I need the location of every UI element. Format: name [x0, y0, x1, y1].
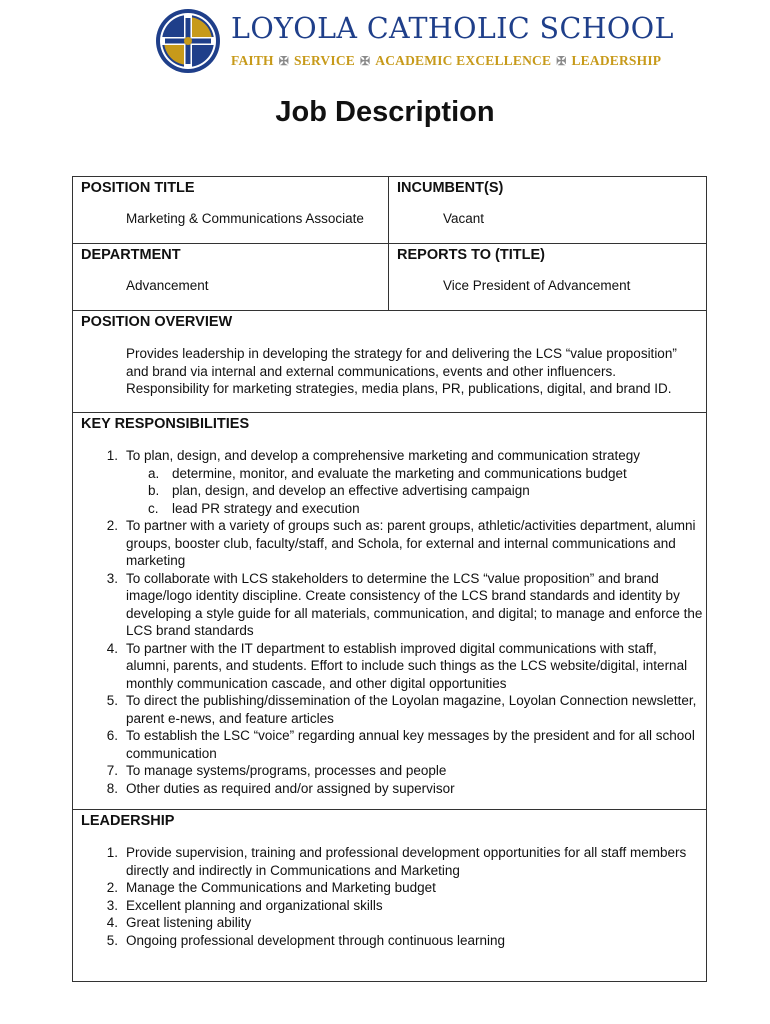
list-item: 2. Manage the Communications and Marketing budget — [106, 880, 436, 895]
list-item: 2. To partner with a variety of groups such as: parent groups, athletic/activities department, alumni groups, booster club, faculty/staff, and Schola, for external and internal communications and marketing — [106, 518, 696, 568]
school-seal-logo — [155, 8, 221, 74]
reports-to-heading: REPORTS TO (TITLE) — [397, 247, 545, 263]
responsibilities-list — [106, 447, 704, 797]
page-title: Job Description — [275, 96, 495, 128]
position-title-value: Marketing & Communications Associate — [126, 211, 364, 226]
motto-academic-excellence: ACADEMIC EXCELLENCE — [375, 53, 552, 68]
list-item: 4. Great listening ability — [106, 915, 252, 930]
department-heading: DEPARTMENT — [81, 247, 181, 263]
list-item: 1. To plan, design, and develop a comprehensive marketing and communication strategy a. determine, monitor, and evaluate the marketing and communications budget b. plan, design, and develop an effective advertising campaign c. lead PR strategy and execution — [126, 447, 704, 517]
list-item: 1. Provide supervision, training and professional development opportunities for all staff members directly and indirectly in Communications and Marketing — [106, 845, 687, 878]
incumbent-cell — [389, 177, 706, 243]
overview-row — [73, 311, 706, 413]
responsibilities-row — [73, 413, 706, 810]
school-mottos — [231, 53, 661, 69]
sub-list — [126, 465, 704, 518]
position-title-cell — [73, 177, 389, 243]
motto-service: SERVICE — [294, 53, 355, 68]
list-item: 4. To partner with the IT department to establish improved digital communications with staff, alumni, parents, and students. Effort to include such things as the LCS website/digital, internal monthly communication cascade, and other digital opportunities — [106, 640, 688, 691]
sub-list-item: b. plan, design, and develop an effective advertising campaign — [148, 483, 530, 498]
leadership-heading: LEADERSHIP — [81, 813, 175, 829]
list-item: 3. To collaborate with LCS stakeholders to determine the LCS “value proposition” and brand image/logo identity discipline. Create consistency of the LCS brand standards and identity by developing a style guide for all materials, communication, and digital; to manage and enforce the LCS brand standards — [106, 570, 703, 638]
cross-divider-icon: ✠ — [278, 54, 290, 68]
position-row — [73, 177, 706, 244]
responsibilities-heading: KEY RESPONSIBILITIES — [81, 416, 250, 432]
position-title-heading: POSITION TITLE — [81, 180, 195, 196]
overview-text: Provides leadership in developing the strategy for and delivering the LCS “value proposition” and brand via internal and external communications, events and other influencers. Responsibility for marketing strategies, media plans, PR, publications, digital, and brand ID. — [126, 346, 677, 396]
school-header — [155, 8, 674, 80]
list-item: 5. Ongoing professional development through continuous learning — [106, 932, 506, 948]
department-row — [73, 244, 706, 311]
motto-leadership: LEADERSHIP — [571, 53, 662, 68]
overview-heading: POSITION OVERVIEW — [81, 314, 233, 330]
cross-divider-icon: ✠ — [359, 54, 371, 68]
incumbent-heading: INCUMBENT(S) — [397, 180, 504, 196]
school-name: LOYOLA CATHOLIC SCHOOL — [231, 12, 674, 45]
list-item: 5. To direct the publishing/dissemination of the Loyolan magazine, Loyolan Connection newsletter, parent e-news, and feature articles — [106, 693, 697, 726]
reports-to-cell — [389, 244, 706, 310]
department-value: Advancement — [126, 278, 209, 293]
motto-faith: FAITH — [231, 53, 274, 68]
department-cell — [73, 244, 389, 310]
list-item: 7. To manage systems/programs, processes and people — [106, 763, 447, 778]
list-item: 6. To establish the LSC “voice” regarding annual key messages by the president and for all school communication — [106, 728, 695, 761]
leadership-row — [73, 810, 706, 981]
list-item: 3. Excellent planning and organizational skills — [106, 897, 383, 913]
incumbent-value: Vacant — [443, 211, 485, 226]
sub-list-item: a. determine, monitor, and evaluate the marketing and communications budget — [148, 465, 627, 481]
list-item: 8. Other duties as required and/or assigned by supervisor — [106, 780, 455, 796]
leadership-list — [106, 844, 704, 949]
reports-to-value: Vice President of Advancement — [443, 278, 631, 293]
cross-divider-icon: ✠ — [556, 54, 567, 68]
job-description-table — [72, 176, 707, 982]
sub-list-item: c. lead PR strategy and execution — [148, 500, 360, 516]
